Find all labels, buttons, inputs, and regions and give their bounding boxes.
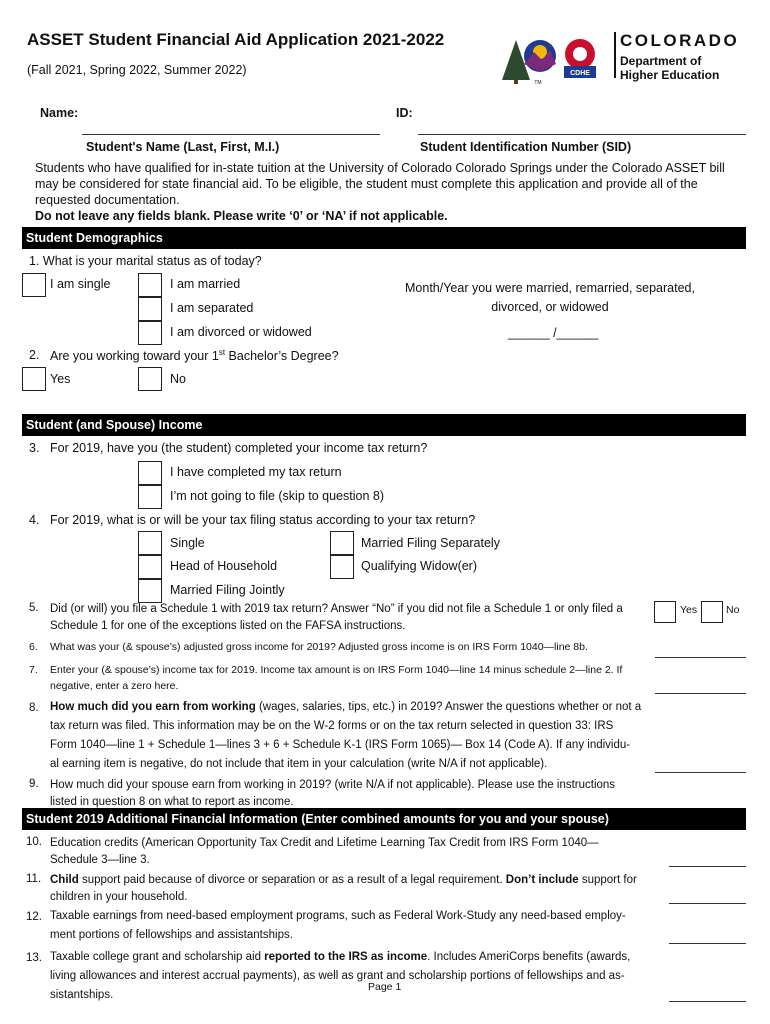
month-year-input[interactable]: ______ /______: [508, 326, 599, 340]
form-subtitle: (Fall 2021, Spring 2022, Summer 2022): [27, 63, 247, 77]
q2-text-sup: st: [218, 348, 226, 357]
q9-text: [50, 777, 650, 810]
married-label: I am married: [170, 277, 241, 291]
q7-line-1: Enter your (& spouse’s) income tax for 2019. Income tax amount is on IRS Form 1040—line 14 minus schedule 2—line 2. If: [50, 664, 623, 676]
q6-text: What was your (& spouse’s) adjusted gross income for 2019? Adjusted gross income is on IRS Form 1040—line 8b.: [50, 641, 588, 653]
intro-line-2: may be considered for state financial aid. To be eligible, the student must complete this application and provide all of the: [35, 177, 698, 191]
logo-badge: CDHE: [570, 70, 590, 77]
hoh-checkbox[interactable]: [138, 555, 162, 579]
q2-text-post: Bachelor’s Degree?: [225, 349, 339, 364]
q7-line-2: negative, enter a zero here.: [50, 679, 179, 692]
q13-bold: reported to the IRS as income: [264, 951, 428, 963]
q5-line-2: Schedule 1 for one of the exceptions listed on the FAFSA instructions.: [50, 619, 406, 632]
q5-no-label: No: [726, 604, 740, 616]
q12-line-1: Taxable earnings from need-based employment programs, such as Federal Work-Study any need-based employ-: [50, 910, 626, 922]
q8-line-3: Form 1040—line 1 + Schedule 1—lines 3 + 6 + Schedule K-1 (IRS Form 1065)— Box 14 (Code A). If any individu-: [50, 739, 631, 751]
colorado-mountain-logo-icon: [500, 30, 610, 86]
q2-text-pre: Are you working toward your 1: [50, 349, 219, 364]
q10-number: 10.: [26, 836, 42, 848]
q5-yes-checkbox[interactable]: [654, 601, 676, 623]
q5-number: 5.: [29, 602, 39, 614]
q2-yes-label: Yes: [50, 372, 71, 386]
q11-bold-1: Child: [50, 874, 79, 886]
q8-text: [50, 698, 650, 774]
q11-text: [50, 872, 660, 905]
q13-input-line[interactable]: [669, 1001, 746, 1002]
intro-line-3: requested documentation.: [35, 193, 180, 207]
logo-dept: Department of: [620, 54, 702, 68]
q13-line-2: living allowances and interest accrual payments), as well as grant and scholarship portions of fellowships and as-: [50, 970, 625, 982]
q4-number: 4.: [29, 513, 40, 527]
name-input-line[interactable]: [82, 134, 380, 135]
separated-checkbox[interactable]: [138, 297, 162, 321]
q4-text: For 2019, what is or will be your tax filing status according to your tax return?: [50, 513, 476, 527]
logo-tm: TM: [534, 80, 542, 86]
q11-line-1b: support for: [578, 874, 637, 886]
q8-bold: How much did you earn from working: [50, 701, 256, 713]
q5-line-1: Did (or will) you file a Schedule 1 with 2019 tax return? Answer “No” if you did not file a Schedule 1 or only filed a: [50, 603, 623, 615]
month-year-block: [400, 279, 700, 317]
hoh-label: Head of Household: [170, 559, 278, 573]
q3-completed-label: I have completed my tax return: [170, 465, 342, 479]
q10-line-1: Education credits (American Opportunity Tax Credit and Lifetime Learning Tax Credit from IRS Form 1040—: [50, 837, 599, 849]
q13-text: [50, 948, 660, 1005]
mfj-checkbox[interactable]: [138, 579, 162, 603]
single-checkbox[interactable]: [22, 273, 46, 297]
q12-input-line[interactable]: [669, 943, 746, 944]
divorced-label: I am divorced or widowed: [170, 325, 312, 339]
q7-number: 7.: [29, 664, 38, 676]
name-caption: Student's Name (Last, First, M.I.): [86, 140, 280, 154]
married-checkbox[interactable]: [138, 273, 162, 297]
q12-text: [50, 907, 660, 945]
intro-paragraph: [35, 160, 750, 224]
q9-number: 9.: [29, 778, 39, 790]
single-label: I am single: [50, 277, 111, 291]
q3-completed-checkbox[interactable]: [138, 461, 162, 485]
q3-not-filing-checkbox[interactable]: [138, 485, 162, 509]
name-label: Name:: [40, 106, 79, 120]
additional-header: Student 2019 Additional Financial Information (Enter combined amounts for you and your spouse): [22, 808, 746, 830]
q8-line-4: al earning item is negative, do not include that item in your calculation (write N/A if not applicable).: [50, 758, 548, 770]
month-year-text-1: Month/Year you were married, remarried, separated,: [405, 281, 695, 295]
month-year-text-2: divorced, or widowed: [491, 300, 609, 314]
q7-input-line[interactable]: [655, 693, 746, 694]
q8-line-2: tax return was filed. This information may be on the W-2 forms or on the tax return selected in question 33: IRS: [50, 720, 614, 732]
q8-line-1: (wages, salaries, tips, etc.) in 2019? Answer the questions whether or not a: [255, 701, 642, 713]
q13-line-3: sistantships.: [50, 989, 114, 1001]
intro-warning: Do not leave any fields blank. Please write ‘0’ or ‘NA’ if not applicable.: [35, 209, 448, 223]
q11-number: 11.: [26, 873, 42, 885]
sid-input-line[interactable]: [418, 134, 746, 135]
q13-line-1c: . Includes AmeriCorps benefits (awards,: [427, 951, 631, 963]
q3-number: 3.: [29, 441, 40, 455]
q1-text: 1. What is your marital status as of today?: [29, 254, 262, 268]
form-title: ASSET Student Financial Aid Application 2021-2022: [27, 30, 445, 49]
q10-input-line[interactable]: [669, 866, 746, 867]
q8-input-line[interactable]: [655, 772, 746, 773]
q2-no-label: No: [170, 372, 186, 386]
q12-number: 12.: [26, 911, 42, 923]
page-number: Page 1: [368, 981, 402, 993]
mfj-label: Married Filing Jointly: [170, 583, 285, 597]
q6-number: 6.: [29, 641, 38, 653]
separated-label: I am separated: [170, 301, 254, 315]
q13-number: 13.: [26, 952, 42, 964]
mfs-label: Married Filing Separately: [361, 536, 500, 550]
q13-line-1a: Taxable college grant and scholarship aid: [50, 951, 265, 963]
mfs-checkbox[interactable]: [330, 531, 354, 555]
single-status-checkbox[interactable]: [138, 531, 162, 555]
q12-line-2: ment portions of fellowships and assistantships.: [50, 929, 293, 941]
logo-divider: [614, 32, 616, 78]
divorced-checkbox[interactable]: [138, 321, 162, 345]
q8-number: 8.: [29, 702, 39, 714]
q11-bold-2: Don’t include: [505, 874, 579, 886]
q9-line-2: listed in question 8 on what to report as income.: [50, 795, 294, 808]
q9-line-1: How much did your spouse earn from working in 2019? (write N/A if not applicable). Please use the instructions: [50, 779, 616, 791]
q2-number: 2.: [29, 348, 40, 362]
q7-text: [50, 663, 650, 694]
q11-line-1: support paid because of divorce or separation or as a result of a legal requirement.: [78, 874, 506, 886]
q5-no-checkbox[interactable]: [701, 601, 723, 623]
q10-text: [50, 835, 650, 868]
q5-text: [50, 601, 650, 634]
q3-text: For 2019, have you (the student) completed your income tax return?: [50, 441, 428, 455]
q2-text: [50, 348, 339, 363]
cdhe-logo: [500, 30, 750, 86]
intro-line-1: Students who have qualified for in-state tuition at the University of Colorado Colorado Springs under the Colorado ASSET bill: [35, 161, 725, 175]
logo-colorado: COLORADO: [620, 31, 740, 50]
q11-input-line[interactable]: [669, 903, 746, 904]
qw-label: Qualifying Widow(er): [361, 559, 478, 573]
q11-line-2: children in your household.: [50, 890, 188, 903]
q10-line-2: Schedule 3—line 3.: [50, 853, 150, 866]
q3-not-filing-label: I’m not going to file (skip to question 8): [170, 489, 385, 503]
id-label: ID:: [396, 106, 413, 120]
sid-caption: Student Identification Number (SID): [420, 140, 632, 154]
demographics-header: Student Demographics: [22, 227, 746, 249]
q6-input-line[interactable]: [655, 657, 746, 658]
income-header: Student (and Spouse) Income: [22, 414, 746, 436]
logo-higher-ed: Higher Education: [620, 68, 720, 82]
q5-yes-label: Yes: [680, 604, 698, 616]
q2-no-checkbox[interactable]: [138, 367, 162, 391]
qw-checkbox[interactable]: [330, 555, 354, 579]
q2-yes-checkbox[interactable]: [22, 367, 46, 391]
single-status-label: Single: [170, 536, 205, 550]
